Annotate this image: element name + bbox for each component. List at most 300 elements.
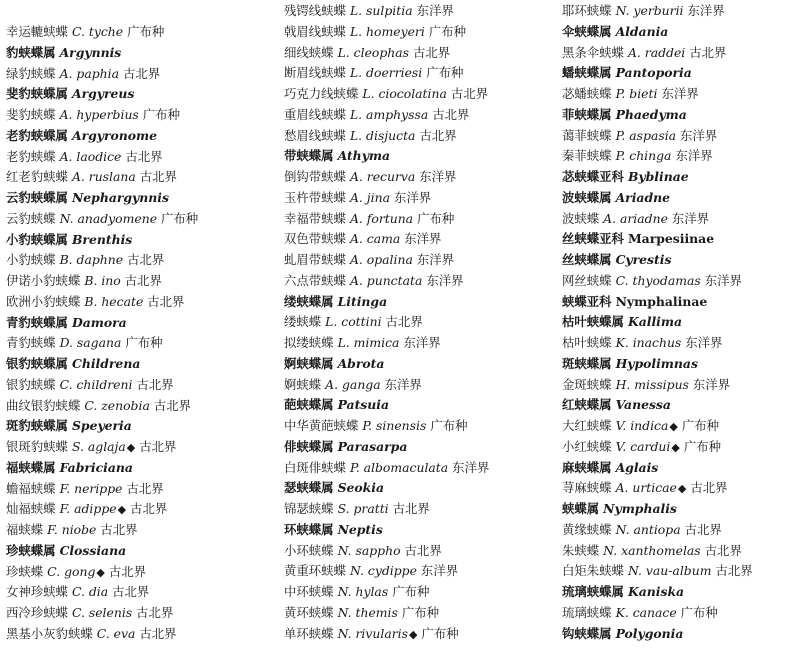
chinese-name: 戟眉线蛱蝶: [284, 23, 346, 39]
scientific-name: L. ciocolatina: [362, 86, 447, 101]
chinese-name: 中环蛱蝶: [284, 584, 334, 599]
taxon-heading: [562, 582, 806, 603]
species-entry: [284, 167, 556, 188]
species-entry: [562, 603, 806, 624]
scientific-name: Parasarpa: [337, 438, 408, 454]
distribution-label: 古北界: [147, 293, 185, 309]
scientific-name: L. sulpitia: [349, 3, 413, 18]
species-entry: [284, 250, 556, 271]
species-entry: [6, 105, 276, 126]
scientific-name: N. rivularis: [337, 625, 408, 641]
chinese-name: 小豹蛱蝶属: [6, 231, 68, 247]
chinese-name: 六点带蛱蝶: [284, 272, 346, 288]
species-entry: [562, 375, 806, 396]
chinese-name: 瑟蛱蝶属: [284, 480, 334, 496]
scientific-name: Seokia: [337, 480, 384, 496]
distribution-label: 古北界: [690, 480, 728, 496]
taxon-heading: [562, 63, 806, 84]
distribution-label: 东洋界: [704, 272, 742, 288]
taxon-heading: [6, 458, 276, 479]
species-entry: [6, 147, 276, 168]
taxon-heading: [284, 395, 556, 416]
chinese-name: 斐豹蛱蝶: [6, 107, 56, 122]
scientific-name: L. mimica: [337, 335, 400, 350]
taxon-heading: [562, 354, 806, 375]
chinese-name: 拟缕蛱蝶: [284, 335, 334, 350]
distribution-label: 东洋界: [384, 376, 422, 392]
scientific-name: L. doerriesi: [349, 65, 423, 81]
chinese-name: 倒钩带蛱蝶: [284, 169, 346, 184]
scientific-name: S. pratti: [337, 501, 389, 516]
scientific-name: Abrota: [337, 355, 385, 371]
chinese-name: 大红蛱蝶: [562, 418, 612, 433]
chinese-name: 小红蛱蝶: [562, 438, 612, 454]
scientific-name: N. antiopa: [615, 521, 681, 537]
species-entry: [562, 271, 806, 292]
distribution-label: 古北界: [419, 127, 457, 143]
scientific-name: C. tyche: [71, 24, 124, 39]
scientific-name: N. sappho: [337, 542, 401, 558]
distribution-label: 东洋界: [680, 127, 718, 143]
distribution-label: 古北界: [136, 376, 174, 392]
chinese-name: 枯叶蛱蝶属: [562, 314, 624, 330]
chinese-name: 蛱蝶亚科: [562, 293, 612, 309]
distribution-label: 东洋界: [416, 252, 455, 267]
taxon-heading: [6, 230, 276, 251]
species-entry: [284, 126, 556, 147]
distribution-label: 东洋界: [452, 459, 490, 475]
chinese-name: 灿福蛱蝶: [6, 501, 56, 517]
distribution-label: 广布种: [428, 23, 466, 39]
chinese-name: 福蛱蝶属: [6, 459, 56, 475]
distribution-label: 古北界: [108, 563, 147, 579]
scientific-name: Pantoporia: [615, 65, 692, 81]
chinese-name: 伊诺小豹蛱蝶: [6, 273, 81, 288]
chinese-name: 锦瑟蛱蝶: [284, 501, 334, 516]
scientific-name: Clossiana: [59, 542, 127, 558]
chinese-name: 欧洲小豹蛱蝶: [6, 293, 81, 309]
checklist-column-1: [6, 22, 276, 645]
species-entry: [284, 499, 556, 520]
checklist-column-2: [284, 1, 556, 644]
taxon-heading: [284, 292, 556, 313]
distribution-label: 东洋界: [692, 376, 731, 392]
scientific-name: Fabriciana: [59, 459, 133, 475]
chinese-name: 老豹蛱蝶: [6, 148, 56, 164]
species-entry: [284, 1, 556, 22]
chinese-name: 细线蛱蝶: [284, 44, 334, 60]
taxon-heading: [562, 312, 806, 333]
chinese-name: 白矩朱蛱蝶: [562, 563, 624, 579]
chinese-name: 银斑豹蛱蝶: [6, 439, 68, 454]
scientific-name: C. selenis: [71, 605, 133, 620]
chinese-name: 带蛱蝶属: [284, 148, 334, 164]
taxon-heading: [562, 229, 806, 250]
scientific-name: H. missipus: [615, 376, 689, 392]
scientific-name: K. inachus: [615, 335, 682, 350]
chinese-name: 波蛱蝶属: [562, 189, 612, 205]
species-entry: [562, 478, 806, 499]
scientific-name: Brenthis: [71, 231, 133, 247]
distribution-label: 古北界: [127, 252, 165, 268]
chinese-name: 福蛱蝶: [6, 522, 44, 537]
scientific-name: A. cama: [349, 231, 401, 247]
chinese-name: 蟠蛱蝶属: [562, 65, 612, 81]
distribution-label: 古北界: [139, 439, 177, 454]
species-entry: [562, 126, 806, 147]
chinese-name: 金斑蛱蝶: [562, 376, 612, 392]
chinese-name: 苾蛱蝶亚科: [562, 169, 624, 184]
distribution-label: 古北界: [684, 521, 722, 537]
chinese-name: 丝蛱蝶属: [562, 252, 612, 267]
distribution-label: 古北界: [126, 480, 164, 496]
distribution-label: 广布种: [421, 625, 459, 641]
chinese-name: 珍蛱蝶: [6, 563, 44, 579]
chinese-name: 伞蛱蝶属: [562, 23, 612, 39]
species-entry: [284, 458, 556, 479]
scientific-name: A. laodice: [59, 148, 122, 164]
chinese-name: 俳蛱蝶属: [284, 438, 334, 454]
chinese-name: 红蛱蝶属: [562, 397, 612, 413]
scientific-name: N. themis: [337, 604, 398, 620]
species-entry: [6, 292, 276, 313]
chinese-name: 葩蛱蝶属: [284, 397, 334, 413]
scientific-name: P. bieti: [615, 86, 658, 101]
scientific-name: Speyeria: [71, 418, 132, 434]
chinese-name: 银豹蛱蝶: [6, 376, 56, 392]
distribution-label: 古北界: [139, 169, 177, 185]
distribution-label: 东洋界: [426, 272, 464, 288]
distribution-label: 广布种: [401, 604, 440, 620]
scientific-name: V. cardui: [615, 438, 671, 454]
scientific-name: Aglais: [615, 459, 659, 475]
diamond-marker-icon: ◆: [669, 420, 678, 433]
chinese-name: 黄重环蛱蝶: [284, 563, 346, 579]
chinese-name: 老豹蛱蝶属: [6, 127, 68, 143]
scientific-name: Athyma: [337, 148, 391, 164]
distribution-label: 广布种: [392, 584, 430, 599]
chinese-name: 断眉线蛱蝶: [284, 65, 346, 81]
chinese-name: 虬眉带蛱蝶: [284, 252, 346, 267]
species-entry: [6, 562, 276, 583]
scientific-name: A. fortuna: [349, 210, 414, 226]
distribution-label: 东洋界: [416, 3, 454, 18]
scientific-name: Childrena: [71, 356, 141, 371]
species-entry: [284, 541, 556, 562]
species-entry: [6, 624, 276, 645]
scientific-name: N. anadyomene: [59, 210, 158, 226]
species-entry: [284, 312, 556, 333]
species-entry: [6, 333, 276, 354]
scientific-name: P. chinga: [615, 148, 672, 164]
taxon-heading: [562, 292, 806, 313]
chinese-name: 斑豹蛱蝶属: [6, 418, 68, 434]
scientific-name: N. xanthomelas: [603, 542, 701, 558]
species-entry: [284, 333, 556, 354]
chinese-name: 女神珍蛱蝶: [6, 584, 68, 600]
distribution-label: 古北界: [130, 501, 168, 517]
chinese-name: 残锷线蛱蝶: [284, 3, 346, 18]
species-entry: [6, 582, 276, 603]
chinese-name: 小豹蛱蝶: [6, 252, 56, 268]
distribution-label: 古北界: [124, 273, 162, 288]
scientific-name: Nymphalis: [603, 501, 677, 516]
distribution-label: 东洋界: [393, 189, 432, 205]
distribution-label: 东洋界: [675, 148, 713, 164]
scientific-name: A. ruslana: [71, 169, 136, 185]
scientific-name: Polygonia: [615, 625, 684, 641]
distribution-label: 古北界: [432, 106, 470, 122]
diamond-marker-icon: ◆: [677, 482, 687, 496]
chinese-name: 荨麻蛱蝶: [562, 480, 612, 496]
scientific-name: Nephargynnis: [71, 190, 169, 205]
scientific-name: L. amphyssa: [349, 106, 429, 122]
scientific-name: A. raddei: [627, 44, 686, 60]
distribution-label: 广布种: [142, 107, 180, 122]
taxon-heading: [284, 146, 556, 167]
scientific-name: D. sagana: [59, 335, 122, 351]
scientific-name: S. aglaja: [71, 439, 126, 454]
taxon-heading: [562, 250, 806, 271]
taxon-heading: [562, 167, 806, 188]
chinese-name: 绿豹蛱蝶: [6, 65, 56, 81]
scientific-name: B. hecate: [84, 293, 144, 309]
scientific-name: L. cottini: [325, 314, 382, 330]
chinese-name: 琉璃蛱蝶: [562, 604, 612, 620]
chinese-name: 婀蛱蝶属: [284, 355, 334, 371]
distribution-label: 东洋界: [420, 563, 459, 579]
scientific-name: P. albomaculata: [349, 459, 449, 475]
chinese-name: 珍蛱蝶属: [6, 542, 56, 558]
chinese-name: 婀蛱蝶: [284, 376, 322, 392]
species-entry: [284, 624, 556, 645]
species-entry: [6, 479, 276, 500]
chinese-name: 蟾福蛱蝶: [6, 480, 56, 496]
chinese-name: 波蛱蝶: [562, 210, 600, 226]
distribution-label: 广布种: [127, 24, 165, 39]
checklist-column-3: [562, 1, 806, 644]
scientific-name: Aldania: [615, 23, 669, 39]
scientific-name: A. paphia: [59, 65, 119, 81]
scientific-name: Byblinae: [627, 169, 689, 184]
scientific-name: Argynnis: [59, 44, 122, 60]
scientific-name: V. indica: [615, 418, 669, 433]
distribution-label: 东洋界: [661, 86, 699, 101]
scientific-name: P. sinensis: [362, 418, 427, 433]
species-entry: [562, 437, 806, 458]
species-entry: [562, 520, 806, 541]
species-entry: [562, 416, 806, 437]
scientific-name: Hypolimnas: [615, 355, 698, 371]
distribution-label: 古北界: [413, 44, 451, 60]
species-entry: [562, 561, 806, 582]
species-entry: [284, 63, 556, 84]
scientific-name: Cyrestis: [615, 252, 672, 267]
scientific-name: C. zenobia: [84, 397, 150, 413]
taxon-heading: [6, 313, 276, 334]
distribution-label: 广布种: [683, 438, 721, 454]
chinese-name: 黄环蛱蝶: [284, 604, 334, 620]
scientific-name: L. disjucta: [349, 127, 416, 143]
species-entry: [284, 22, 556, 43]
chinese-name: 缕蛱蝶属: [284, 293, 334, 309]
species-entry: [6, 603, 276, 624]
taxon-heading: [6, 354, 276, 375]
species-entry: [562, 209, 806, 230]
chinese-name: 小环蛱蝶: [284, 542, 334, 558]
scientific-name: N. cydippe: [349, 563, 417, 579]
chinese-name: 白斑俳蛱蝶: [284, 459, 346, 475]
species-entry: [562, 84, 806, 105]
scientific-name: Argyronome: [71, 127, 158, 143]
chinese-name: 丝蛱蝶亚科: [562, 231, 624, 247]
distribution-label: 古北界: [385, 314, 423, 330]
scientific-name: Argyreus: [71, 86, 135, 102]
species-entry: [284, 375, 556, 396]
taxon-heading: [284, 437, 556, 458]
species-entry: [284, 188, 556, 209]
scientific-name: A. punctata: [349, 272, 423, 288]
distribution-label: 古北界: [715, 563, 753, 579]
species-entry: [284, 43, 556, 64]
species-entry: [562, 541, 806, 562]
chinese-name: 愁眉线蛱蝶: [284, 127, 346, 143]
species-entry: [284, 582, 556, 603]
diamond-marker-icon: ◆: [671, 440, 680, 454]
scientific-name: N. yerburii: [615, 3, 684, 18]
chinese-name: 网丝蛱蝶: [562, 272, 612, 288]
scientific-name: Litinga: [337, 293, 388, 309]
species-entry: [284, 561, 556, 582]
scientific-name: C. childreni: [59, 376, 133, 392]
distribution-label: 古北界: [125, 148, 163, 164]
scientific-name: Marpesiinae: [627, 231, 715, 247]
distribution-label: 东洋界: [404, 231, 442, 247]
taxon-heading: [284, 478, 556, 499]
species-entry: [562, 146, 806, 167]
scientific-name: Ariadne: [615, 189, 670, 205]
chinese-name: 钩蛱蝶属: [562, 625, 612, 641]
taxon-heading: [6, 43, 276, 64]
scientific-name: A. urticae: [615, 480, 677, 496]
chinese-name: 青豹蛱蝶属: [6, 314, 68, 330]
chinese-name: 黑条伞蛱蝶: [562, 44, 624, 60]
taxon-heading: [562, 22, 806, 43]
distribution-label: 古北界: [450, 86, 489, 101]
distribution-label: 古北界: [100, 522, 138, 537]
distribution-label: 古北界: [392, 501, 430, 516]
taxon-heading: [562, 188, 806, 209]
chinese-name: 琉璃蛱蝶属: [562, 584, 624, 599]
distribution-label: 广布种: [426, 65, 464, 81]
distribution-label: 广布种: [680, 604, 718, 620]
scientific-name: Kaniska: [627, 584, 685, 599]
distribution-label: 广布种: [161, 210, 199, 226]
taxon-heading: [562, 395, 806, 416]
distribution-label: 东洋界: [687, 3, 725, 18]
scientific-name: B. daphne: [59, 252, 124, 268]
taxon-heading: [562, 458, 806, 479]
species-entry: [6, 167, 276, 188]
taxon-heading: [562, 624, 806, 645]
taxon-heading: [284, 354, 556, 375]
species-entry: [6, 396, 276, 417]
scientific-name: Vanessa: [615, 397, 671, 413]
taxon-heading: [6, 541, 276, 562]
chinese-name: 斑蛱蝶属: [562, 355, 612, 371]
scientific-name: A. opalina: [349, 252, 413, 267]
chinese-name: 黄缘蛱蝶: [562, 521, 612, 537]
chinese-name: 斐豹蛱蝶属: [6, 86, 68, 102]
species-entry: [284, 209, 556, 230]
distribution-label: 古北界: [122, 65, 161, 81]
species-entry: [562, 43, 806, 64]
distribution-label: 广布种: [125, 335, 163, 351]
distribution-label: 古北界: [139, 625, 177, 641]
species-entry: [284, 84, 556, 105]
chinese-name: 秦菲蛱蝶: [562, 148, 612, 164]
species-entry: [562, 333, 806, 354]
diamond-marker-icon: ◆: [117, 503, 127, 517]
scientific-name: F. niobe: [47, 522, 97, 537]
scientific-name: F. nerippe: [59, 480, 123, 496]
chinese-name: 苾蟠蛱蝶: [562, 86, 612, 101]
chinese-name: 单环蛱蝶: [284, 625, 334, 641]
scientific-name: N. vau-album: [627, 563, 712, 579]
scientific-name: C. gong: [47, 563, 96, 579]
scientific-name: Nymphalinae: [615, 293, 708, 309]
species-entry: [6, 271, 276, 292]
distribution-label: 古北界: [136, 605, 174, 620]
distribution-label: 东洋界: [671, 210, 710, 226]
distribution-label: 东洋界: [685, 335, 723, 350]
chinese-name: 红老豹蛱蝶: [6, 169, 68, 185]
distribution-label: 古北界: [689, 44, 727, 60]
chinese-name: 蔼菲蛱蝶: [562, 127, 612, 143]
species-entry: [284, 603, 556, 624]
scientific-name: K. canace: [615, 604, 677, 620]
chinese-name: 耶环蛱蝶: [562, 3, 612, 18]
scientific-name: A. ariadne: [603, 210, 668, 226]
chinese-name: 幸运轆蛱蝶: [6, 24, 68, 39]
chinese-name: 中华黄葩蛱蝶: [284, 418, 359, 433]
scientific-name: C. dia: [71, 584, 109, 600]
species-entry: [6, 22, 276, 43]
species-entry: [6, 209, 276, 230]
chinese-name: 玉杵带蛱蝶: [284, 189, 346, 205]
chinese-name: 蛱蝶属: [562, 501, 600, 516]
taxon-heading: [6, 188, 276, 209]
chinese-name: 银豹蛱蝶属: [6, 356, 68, 371]
scientific-name: Kallima: [627, 314, 683, 330]
diamond-marker-icon: ◆: [408, 627, 418, 641]
distribution-label: 广布种: [681, 418, 720, 433]
chinese-name: 西冷珍蛱蝶: [6, 605, 68, 620]
taxon-heading: [284, 520, 556, 541]
distribution-label: 古北界: [404, 542, 442, 558]
species-entry: [6, 375, 276, 396]
taxon-heading: [6, 416, 276, 437]
species-entry: [6, 520, 276, 541]
scientific-name: A. jina: [349, 189, 390, 205]
taxon-heading: [6, 126, 276, 147]
chinese-name: 重眉线蛱蝶: [284, 106, 346, 122]
scientific-name: L. homeyeri: [349, 23, 425, 39]
scientific-name: A. ganga: [325, 376, 381, 392]
scientific-name: A. hyperbius: [59, 107, 139, 122]
species-entry: [284, 105, 556, 126]
scientific-name: Damora: [71, 314, 127, 330]
